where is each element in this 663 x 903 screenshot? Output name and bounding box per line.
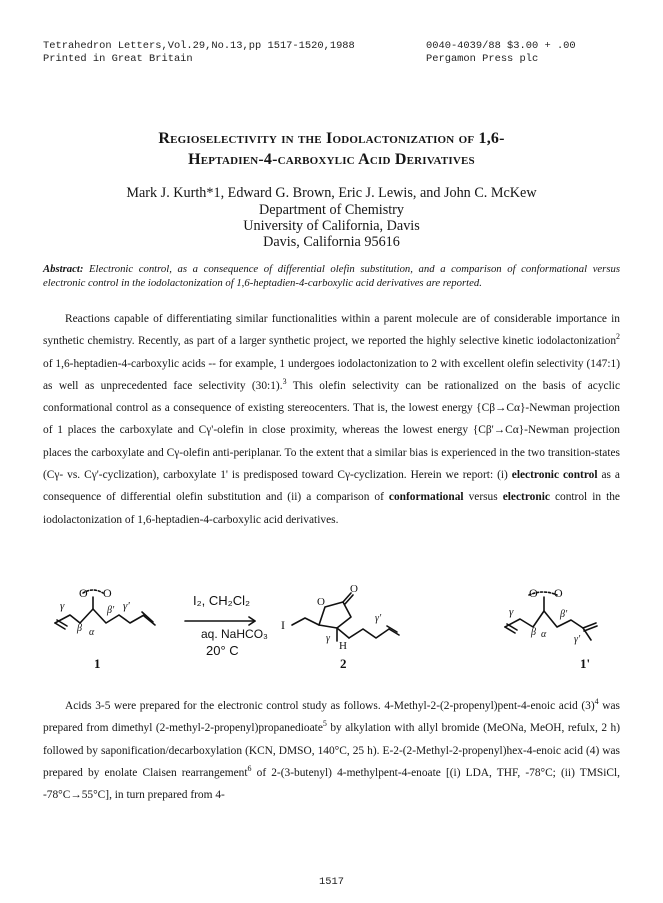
reference-superscript: 3 xyxy=(282,377,287,387)
carboxylate-oxygen-label: O xyxy=(529,586,538,600)
abstract xyxy=(43,262,620,290)
journal-header-left xyxy=(43,40,355,66)
text-run: of 1,6-heptadien-4-carboxylic acids -- for example, 1 undergoes iodolactonization to 2 with excellent olefin selectivity (147:1) as well as unprecedented face selectivity (30:1). xyxy=(43,357,620,392)
compound-1-label: 1 xyxy=(94,656,101,671)
carbonyl-oxygen-label: O xyxy=(350,583,358,595)
price-code: 0040-4039/88 $3.00 + .00 xyxy=(426,40,576,52)
page-number: 1517 xyxy=(319,876,344,888)
bold-term: conformational xyxy=(388,491,464,504)
gamma-label: γ xyxy=(326,633,330,644)
reference-superscript: 6 xyxy=(247,764,252,774)
paragraph-1 xyxy=(43,308,620,531)
abstract-text: Electronic control, as a consequence of differential olefin substitution, and a comparison of conformational versus electronic control in the iodolactonization of 1,6-heptadien-4-carboxylic acid derivatives are reported. xyxy=(43,263,621,289)
compound-2-label: 2 xyxy=(340,656,347,671)
journal-header-right xyxy=(426,40,576,66)
address: Davis, California 95616 xyxy=(263,234,400,251)
title-line-1: Regioselectivity in the Iodolactonization of 1,6- xyxy=(158,130,505,147)
title-line-2: Heptadien-4-carboxylic Acid Derivatives xyxy=(188,151,475,168)
beta-prime-label: β' xyxy=(107,605,115,616)
text-run: Reactions capable of differentiating similar functionalities within a parent molecule are of considerable importance in synthetic chemistry. Recently, as part of a larger synthetic project, we reported the highly selective kinetic iodolactonization xyxy=(43,313,620,348)
bold-term: electronic control xyxy=(511,469,598,482)
carboxylate-oxygen-label: O xyxy=(79,586,88,600)
text-run: of 2-(3-butenyl) 4-methylpent-4-enoate [(i) LDA, THF, -78°C; (ii) TMSiCl, -78°C→55°C], in turn prepared from 4- xyxy=(43,766,620,802)
gamma-prime-label: γ' xyxy=(123,600,130,612)
compound-1-prime-label: 1' xyxy=(580,656,591,671)
university: University of California, Davis xyxy=(243,218,420,235)
affiliation xyxy=(40,202,623,251)
reagent-label: I₂, CH₂Cl₂ xyxy=(193,593,251,608)
reagent-base-label: aq. NaHCO₃ xyxy=(201,627,268,641)
alpha-label: α xyxy=(541,629,547,640)
beta-label: β xyxy=(531,627,536,638)
carboxylate-oxygen-label: O xyxy=(103,586,112,600)
alpha-label: α xyxy=(89,627,95,638)
author-list: Mark J. Kurth*1, Edward G. Brown, Eric J. Lewis, and John C. McKew xyxy=(126,185,537,201)
reaction-scheme xyxy=(43,583,620,683)
beta-label: β xyxy=(77,623,82,634)
temperature-label: 20° C xyxy=(206,643,239,658)
paragraph-2 xyxy=(43,695,620,806)
body-section-2 xyxy=(43,695,620,806)
hydrogen-label: H xyxy=(339,640,347,652)
reference-superscript: 5 xyxy=(322,719,327,729)
gamma-prime-label: γ' xyxy=(574,634,581,645)
text-run: as a consequence of differential olefin substitution and (ii) a comparison of xyxy=(43,469,620,504)
gamma-label: γ xyxy=(509,606,514,618)
iodine-label: I xyxy=(281,618,285,632)
abstract-label: Abstract: xyxy=(43,263,84,275)
reference-superscript: 4 xyxy=(594,697,599,707)
printed-in: Printed in Great Britain xyxy=(43,53,193,65)
gamma-prime-label: γ' xyxy=(375,613,382,624)
bold-term: electronic xyxy=(502,491,550,504)
text-run: versus xyxy=(463,491,503,504)
beta-prime-label: β' xyxy=(560,609,568,620)
carboxylate-oxygen-label: O xyxy=(554,586,563,600)
text-run: by alkylation with allyl bromide (MeONa, MeOH, refulx, 2 h) followed by saponification/decarboxylation (KCN, DMSO, 140°C, 25 h). E-2-(2-Methyl-2-propenyl)hex-4-enoic acid (4) was prepared by enolate Claisen rearrangement xyxy=(43,722,620,779)
reference-superscript: 2 xyxy=(616,332,620,342)
text-run: was prepared from dimethyl (2-methyl-2-propenyl)propanedioate xyxy=(43,700,620,735)
gamma-label: γ xyxy=(60,600,65,612)
text-run: control in the iodolactonization of 1,6-heptadien-4-carboxylic acid derivatives. xyxy=(43,491,620,526)
paper-title xyxy=(40,128,623,170)
journal-citation: Tetrahedron Letters,Vol.29,No.13,pp 1517-1520,1988 xyxy=(43,40,355,52)
publisher: Pergamon Press plc xyxy=(426,53,539,65)
department: Department of Chemistry xyxy=(259,202,404,218)
body-section-1 xyxy=(43,308,620,531)
ring-oxygen-label: O xyxy=(317,596,325,608)
text-run: Acids 3-5 were prepared for the electronic control study as follows. 4-Methyl-2-(2-propenyl)pent-4-enoic acid (3) xyxy=(65,700,595,712)
text-run: This olefin selectivity can be rationalized on the basis of acyclic conformational control as a consequence of existing stereocenters. That is, the lowest energy {Cβ→Cα}-Newman projection of 1 places the carboxylate and Cγ'-olefin in close proximity, whereas the lowest energy {Cβ'→Cα}-Newman projection places the carboxylate and Cγ-olefin anti-periplanar. To the extent that a similar bias is experienced in the two transition-states (Cγ- vs. Cγ'-cyclization), carboxylate 1' is predisposed toward Cγ-cyclization. Herein we report: (i) xyxy=(43,379,620,482)
